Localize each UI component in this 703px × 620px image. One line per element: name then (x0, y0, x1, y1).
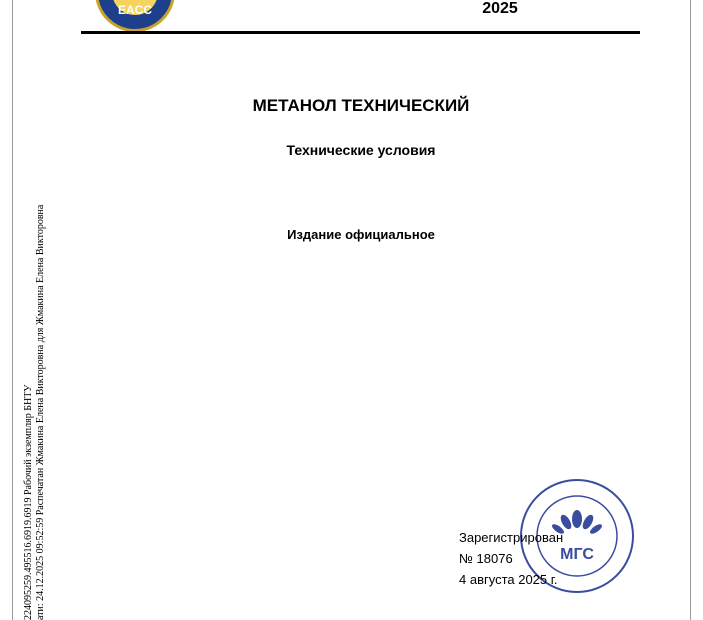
stamp-abbr: МГС (560, 546, 594, 563)
registration-date: 4 августа 2025 г. (459, 572, 558, 587)
header-divider (81, 31, 640, 34)
document-title: МЕТАНОЛ ТЕХНИЧЕСКИЙ (252, 96, 470, 115)
watermark-line-1: 224095259.495516.6919.6919 Рабочий экземпляр БНТУ (23, 384, 34, 620)
header-year: 2025 (482, 0, 518, 17)
registration-label: Зарегистрирован (459, 530, 564, 545)
eacc-logo-text: EACC (117, 3, 152, 17)
watermark-line-2: ати: 24.12.2025 09:52:59 Распечатан Жмакина Елена Викторовна для Жмакина Елена Викторовна (35, 204, 46, 620)
document-subtitle: Технические условия (286, 142, 436, 158)
edition-label: Издание официальное (287, 227, 435, 242)
registration-block (459, 527, 563, 590)
side-watermark (23, 205, 47, 620)
registration-number: № 18076 (459, 551, 513, 566)
